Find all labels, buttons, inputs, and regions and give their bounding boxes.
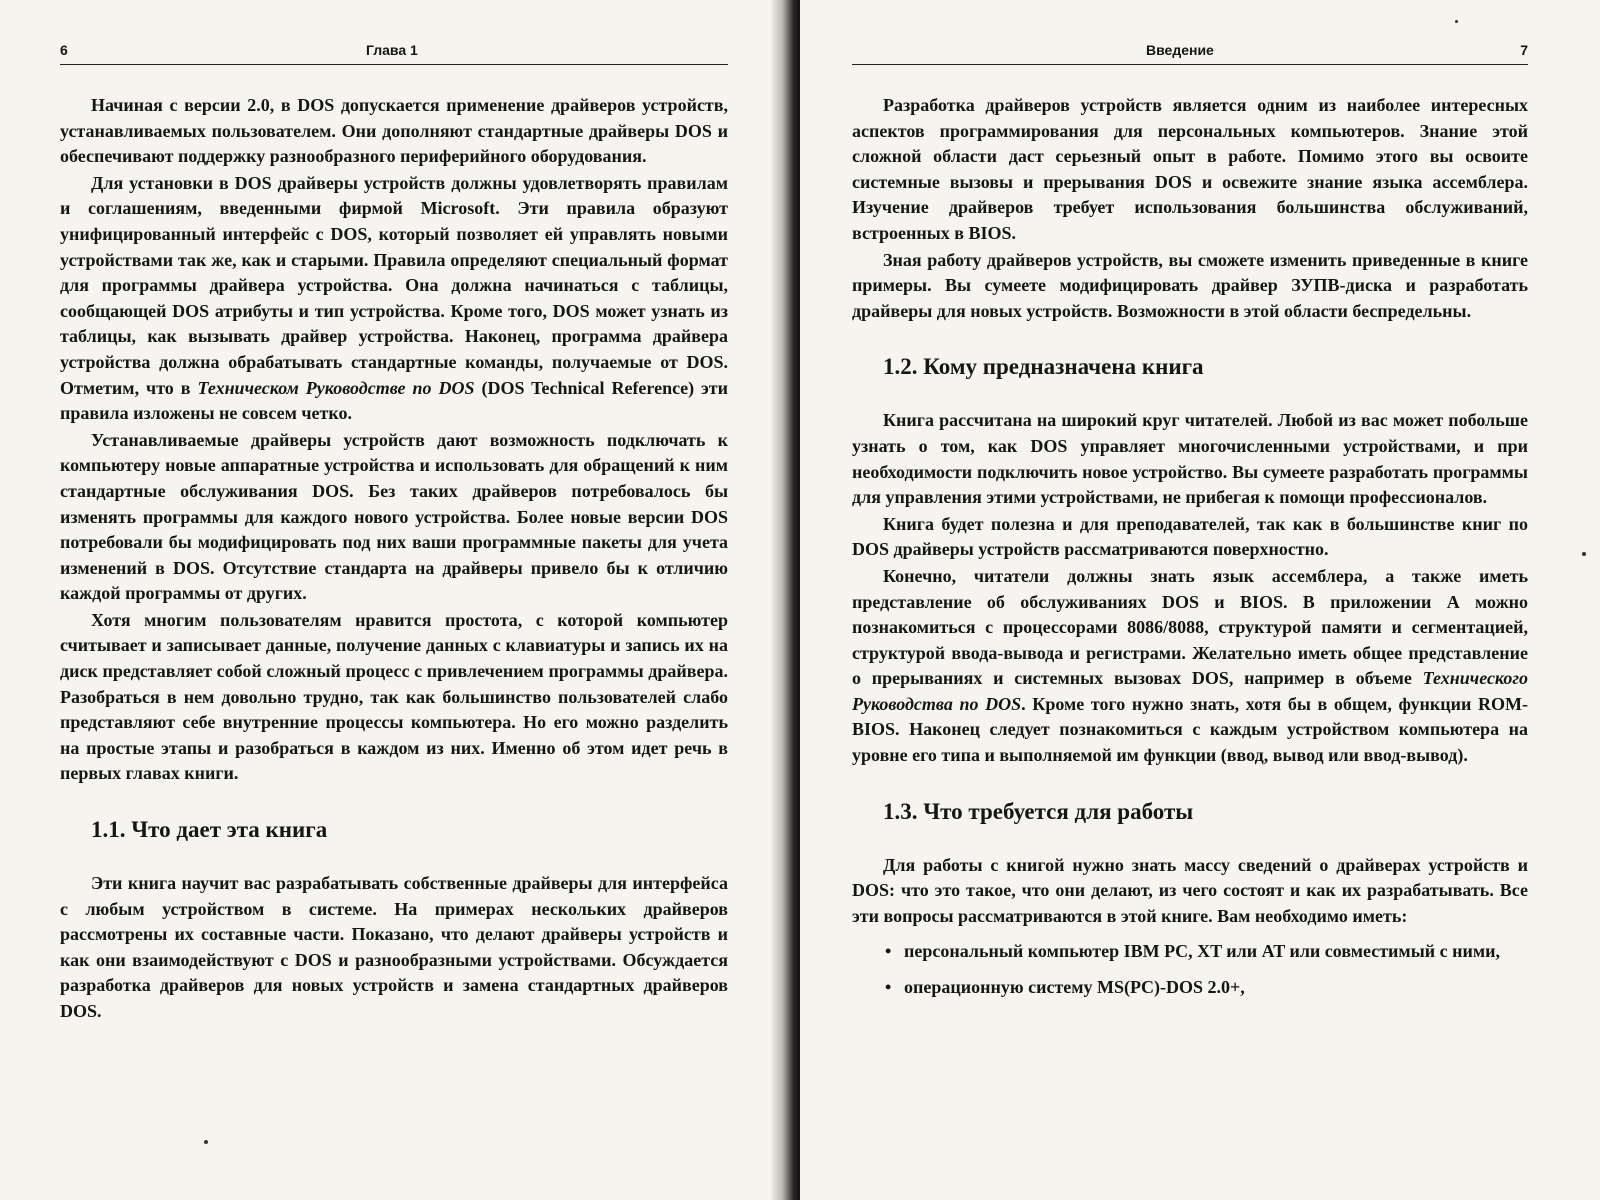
paragraph: Конечно, читатели должны знать язык ассемблера, а также иметь представление об обслуживаниях DOS и BIOS. В приложении А можно познакомиться с процессорами 8086/8088, структурой памяти и сегментацией, структурой ввода-вывода и регистрами. Желательно иметь общее представление о прерываниях и системных вызовах DOS, например в объеме Технического Руководства по DOS. Кроме того нужно знать, хотя бы в общем, функции ROM-BIOS. Наконец следует познакомиться с каждым устройством компьютера на уровне его типа и выполняемой им функции (ввод, вывод или ввод-вывод). bbox=[852, 565, 1529, 766]
scan-speck bbox=[1455, 20, 1458, 23]
paragraph: Начиная с версии 2.0, в DOS допускается применение драйверов устройств, устанавливаемых пользователем. Они дополняют стандартные драйверы DOS и обеспечивают поддержку разнообразного периферийного оборудования. bbox=[60, 95, 728, 167]
right-page bbox=[800, 0, 1600, 1200]
left-page-body bbox=[60, 93, 728, 1025]
right-page-number: 7 bbox=[1520, 42, 1528, 58]
left-page bbox=[0, 0, 784, 1200]
left-running-head: Глава 1 bbox=[366, 42, 418, 58]
scan-speck bbox=[204, 1140, 208, 1144]
left-running-header bbox=[60, 38, 728, 65]
list-item: • персональный компьютер IBM PC, XT или AT или совместимый с ними, bbox=[852, 939, 1528, 965]
requirements-list bbox=[852, 939, 1528, 1000]
paragraph: Книга рассчитана на широкий круг читателей. Любой из вас может побольше узнать о том, как DOS управляет многочисленными устройствами, и при необходимости подключить новое устройство. Вы сумеете разработать программы для управления этими устройствами, не прибегая к помощи профессионалов. bbox=[852, 410, 1528, 508]
section-heading-1-3: 1.3. Что требуется для работы bbox=[883, 798, 1194, 824]
section-heading-1-2: 1.2. Кому предназначена книга bbox=[883, 354, 1204, 380]
paragraph: Для установки в DOS драйверы устройств должны удовлетворять правилам и соглашениям, введенными фирмой Microsoft. Эти правила образуют унифицированный интерфейс с DOS, который позволяет ей управлять новыми устройствами так же, как и старыми. Правила определяют специальный формат для программы драйвера устройства. Она должна начинаться с таблицы, сообщающей DOS атрибуты и тип устройства. Кроме того, DOS может узнать из таблицы, как вызывать драйвер устройства. Наконец, программа драйвера устройства должна обрабатывать стандартные команды, получаемые от DOS. Отметим, что в Техническом Руководстве по DOS (DOS Technical Reference) эти правила изложены не совсем четко. bbox=[60, 172, 729, 424]
right-page-body bbox=[852, 93, 1528, 1011]
right-running-head: Введение bbox=[1146, 42, 1214, 58]
scan-speck bbox=[1582, 552, 1586, 556]
left-page-number: 6 bbox=[60, 42, 68, 58]
italic-reference: Технического Руководства по DOS bbox=[852, 668, 1529, 714]
italic-reference: Техническом Руководстве по DOS bbox=[197, 377, 475, 398]
paragraph: Зная работу драйверов устройств, вы сможете изменить приведенные в книге примеры. Вы сумеете модифицировать драйвер ЗУПВ-диска и разработать драйверы для новых устройств. Возможности в этой области беспредельны. bbox=[852, 249, 1528, 321]
paragraph: Для работы с книгой нужно знать массу сведений о драйверах устройств и DOS: что это такое, что они делают, из чего состоят и как их разрабатывать. Все эти вопросы рассматриваются в этой книге. Вам необходимо иметь: bbox=[852, 854, 1528, 926]
paragraph: Хотя многим пользователям нравится простота, с которой компьютер считывает и записывает данные, получение данных с клавиатуры и запись их на диск представляет собой сложный процесс с привлечением программы драйвера. Разобраться в нем довольно трудно, так как большинство пользователей слабо представляют себе внутренние процессы компьютера. Но его можно разделить на простые этапы и разобраться в каждом из них. Именно об этом идет речь в первых главах книги. bbox=[60, 609, 728, 784]
right-running-header bbox=[852, 38, 1528, 65]
paragraph: Разработка драйверов устройств является одним из наиболее интересных аспектов программирования для персональных компьютеров. Знание этой сложной области даст серьезный опыт в работе. Помимо этого вы освоите системные вызовы и прерывания DOS и освежите знание языка ассемблера. Изучение драйверов требует использования большинства обслуживаний, встроенных в BIOS. bbox=[852, 95, 1528, 243]
list-item: • операционную систему MS(PC)-DOS 2.0+, bbox=[852, 975, 1528, 1001]
paragraph: Устанавливаемые драйверы устройств дают возможность подключать к компьютеру новые аппаратные устройства и использовать для обращений к ним стандартные обслуживания DOS. Без таких драйверов потребовалось бы изменять программы для каждого нового устройства. Более новые версии DOS потребовали бы модифицировать под них ваши программные пакеты для учета изменений в DOS. Отсутствие стандарта на драйверы привело бы к отличию каждой программы от других. bbox=[60, 429, 728, 604]
section-heading-1-1: 1.1. Что дает эта книга bbox=[91, 817, 328, 843]
paragraph: Книга будет полезна и для преподавателей, так как в большинстве книг по DOS драйверы устройств рассматриваются поверхностно. bbox=[852, 513, 1528, 560]
paragraph: Эти книга научит вас разрабатывать собственные драйверы для интерфейса с любым устройством в системе. На примерах нескольких драйверов рассмотрены их составные части. Показано, что делают драйверы устройств и как они взаимодействуют с DOS и разнообразными устройствами. Обсуждается разработка драйверов для новых устройств и замена стандартных драйверов DOS. bbox=[60, 873, 728, 1021]
